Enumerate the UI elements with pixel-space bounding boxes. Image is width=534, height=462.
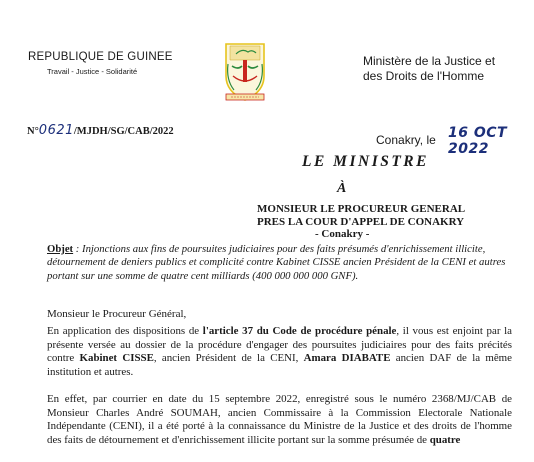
- paragraph-1-bold-name-1: Kabinet CISSE: [79, 352, 154, 364]
- paragraph-2-bold-amount: quatre: [429, 433, 461, 446]
- paragraph-1-bold-article: l'article 37 du Code de procédure pénale: [202, 325, 397, 337]
- paragraph-1-text-a: En application des dispositions de: [47, 325, 203, 337]
- minister-title: LE MINISTRE: [302, 153, 429, 170]
- reference-prefix: N°: [27, 126, 39, 137]
- ministry-line-1: Ministère de la Justice et: [363, 54, 496, 68]
- paragraph-1-text-b: , il vous est enjoint par la présente versée au dossier de la procédure d'engager des poursuites judiciaires pour des faits précités contre: [47, 325, 512, 364]
- paragraph-1-text-d: ancien DAF de la même institution et autres.: [47, 352, 512, 378]
- date-stamp: 16 OCT 2022: [448, 125, 508, 157]
- ministry-line-2: des Droits de l'Homme: [363, 69, 484, 83]
- addressee-block: [257, 203, 465, 241]
- ministry-name: [363, 54, 523, 84]
- handwritten-number: 0621: [38, 123, 74, 138]
- subject-text: : Injonctions aux fins de poursuites judiciaires pour des faits présumés d'enrichissement illicite, détournement de deniers publics et complicité contre Kabinet CISSE ancien Président de la CENI et autres portant sur une somme de quatre cent milliards (400 000 000 000 GNF).: [47, 243, 506, 282]
- subject-block: [47, 243, 512, 283]
- addressee-prefix: À: [337, 181, 347, 196]
- paragraph-1-bold-name-2: Amara DIABATE: [303, 352, 391, 364]
- paragraph-1-text-c: , ancien Président de la CENI,: [153, 352, 304, 364]
- reference-code: /MJDH/SG/CAB/2022: [73, 126, 174, 137]
- paragraph-1: [47, 325, 512, 379]
- paragraph-2-text-a: En effet, par courrier en date du 15 septembre 2022, enregistré sous le numéro 2368/MJ/CAB de Monsieur Charles André SOUMAH, ancien Commissaire à la Commission Electorale Nationale Indépendante (CENI), il a été porté à la connaissance du Ministre de la Justice et des droits de l'homme des faits de détournement et d'enrichissement illicite portant sur la somme présumée de: [47, 393, 512, 446]
- place-label: Conakry, le: [376, 133, 436, 147]
- subject-label: Objet: [47, 243, 74, 255]
- national-motto: Travail - Justice - Solidarité: [47, 67, 138, 76]
- addressee-line-1: MONSIEUR LE PROCUREUR GENERAL: [257, 203, 466, 215]
- country-name: REPUBLIQUE DE GUINEE: [28, 51, 173, 63]
- salutation: Monsieur le Procureur Général,: [47, 308, 187, 320]
- reference-number: [27, 123, 174, 138]
- addressee-line-2: PRES LA COUR D'APPEL DE CONAKRY: [257, 215, 465, 228]
- guinea-coat-of-arms-icon: [222, 36, 268, 108]
- paragraph-2: [47, 393, 512, 447]
- addressee-line-3: - Conakry -: [315, 228, 370, 240]
